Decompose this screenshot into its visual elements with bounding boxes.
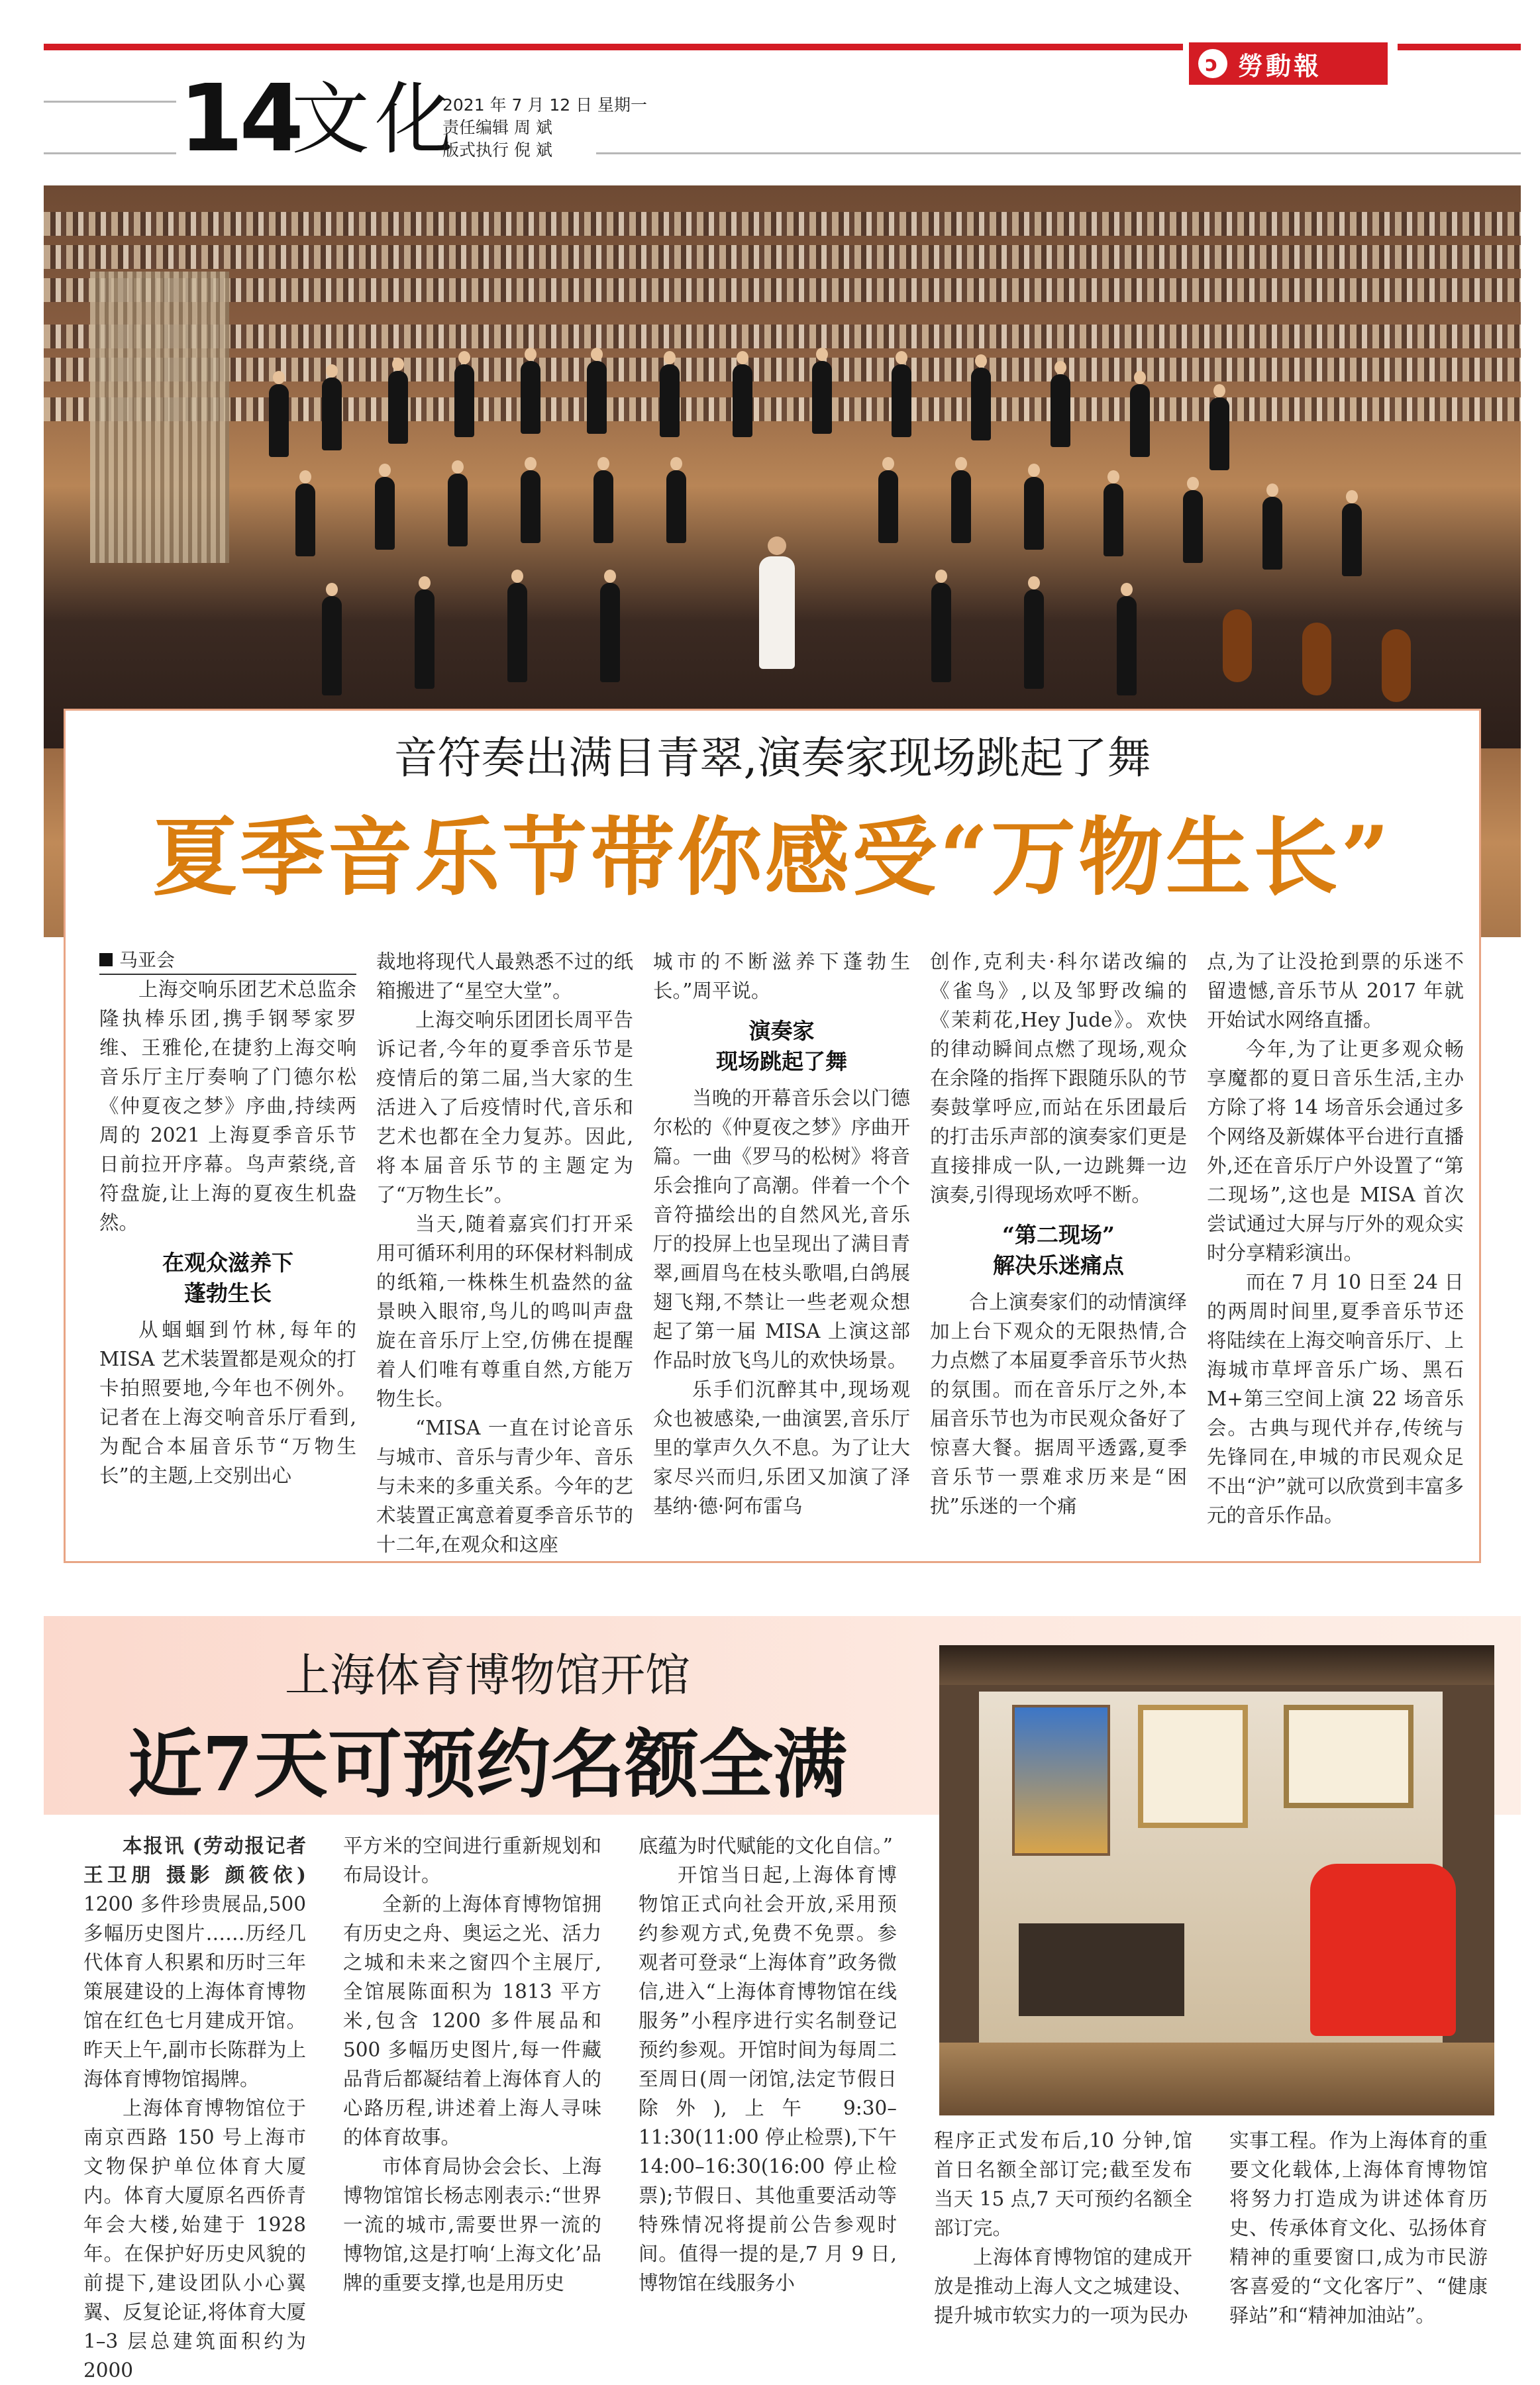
paragraph: 而在 7 月 10 日至 24 日的两周时间里,夏季音乐节还将陆续在上海交响音乐厅、上海城市草坪音乐广场、黑石 M+第三空间上演 22 场音乐会。古典与现代并存,传统与先锋同在,申城的市民观众足不出“沪”就可以欣赏到丰富多元的音乐作品。 xyxy=(1207,1271,1464,1527)
logo-text: 勞動報 xyxy=(1238,50,1322,81)
paragraph: 市体育局协会会长、上海博物馆馆长杨志刚表示:“世界一流的城市,需要世界一流的博物馆,这是打响‘上海文化’品牌的重要支撑,也是用历史 xyxy=(343,2155,601,2294)
article1-subhead-2: 演奏家 现场跳起了舞 xyxy=(716,1018,847,1074)
paragraph: 底蕴为时代赋能的文化自信。” xyxy=(639,1835,893,1857)
paragraph: 城市的不断滋养下蓬勃生长。”周平说。 xyxy=(653,950,910,1002)
paragraph: 实事工程。作为上海体育的重要文化载体,上海体育博物馆将努力打造成为讲述体育历史、传承体育文化、弘扬体育精神的重要窗口,成为市民游客喜爱的“文化客厅”、“健康驿站”和“精神加油站”。 xyxy=(1229,2129,1488,2327)
top-red-rule-right xyxy=(1398,44,1521,50)
logo-mark-icon: ↄ xyxy=(1198,49,1227,78)
paragraph: 上海体育博物馆位于南京西路 150 号上海市文物保护单位体育大厦内。体育大厦原名西侨青年会大楼,始建于 1928 年。在保护好历史风貌的前提下,建设团队小心翼翼、反复论证,将体育大厦 1–3 层总建筑面积约为 2000 xyxy=(83,2097,306,2382)
article2-headline: 近7天可预约名额全满 xyxy=(128,1721,847,1808)
byline-square-icon xyxy=(99,953,113,966)
article1-column-5 xyxy=(1207,947,1464,1530)
paragraph: “MISA 一直在讨论音乐与城市、音乐与青少年、音乐与未来的多重关系。今年的艺术装置正寓意着夏季音乐节的十二年,在观众和这座 xyxy=(376,1417,633,1556)
article2-column-5 xyxy=(1229,2126,1488,2330)
paragraph: 上海交响乐团团长周平告诉记者,今年的夏季音乐节是疫情后的第二届,当大家的生活进入了后疫情时代,音乐和艺术也都在全力复苏。因此,将本届音乐节的主题定为了“万物生长”。 xyxy=(376,1009,633,1206)
section-title: 文化 xyxy=(291,74,459,165)
paragraph: 全新的上海体育博物馆拥有历史之舟、奥运之光、活力之城和未来之窗四个主展厅,全馆展陈面积为 1813 平方米,包含 1200 多件展品和 500 多幅历史图片,每一件藏品背后都凝结着上海体育人的心路历程,讲述着上海人寻味的体育故事。 xyxy=(343,1893,601,2149)
reporter-credit: (劳动报记者 王卫朋 摄影 颜筱依) xyxy=(83,1834,306,1886)
header-right-rule xyxy=(596,152,1521,154)
article1-column-3 xyxy=(653,947,910,1521)
top-red-rule xyxy=(44,44,1183,50)
article1-subtitle: 音符奏出满目青翠,演奏家现场跳起了舞 xyxy=(393,733,1151,784)
paragraph: 乐手们沉醉其中,现场观众也被感染,一曲演罢,音乐厅里的掌声久久不息。为了让大家尽兴而归,乐团又加演了泽基纳·德·阿布雷乌 xyxy=(653,1378,910,1517)
paragraph: 点,为了让没抢到票的乐迷不留遗憾,音乐节从 2017 年就开始试水网络直播。 xyxy=(1207,950,1464,1031)
page-number: 14 xyxy=(179,65,300,173)
paragraph: 创作,克利夫·科尔诺改编的《雀鸟》,以及邹野改编的《茉莉花,Hey Jude》。欢快的律动瞬间点燃了现场,观众在余隆的指挥下跟随乐队的节奏鼓掌呼应,而站在乐团最后的打击乐声部的演奏家们更是直接排成一队,一边跳舞一边演奏,引得现场欢呼不断。 xyxy=(930,950,1187,1206)
paragraph: 当天,随着嘉宾们打开采用可循环利用的环保材料制成的纸箱,一株株生机盎然的盆景映入眼帘,鸟儿的鸣叫声盘旋在音乐厅上空,仿佛在提醒着人们唯有尊重自然,方能万物生长。 xyxy=(376,1213,633,1410)
paragraph: 合上演奏家们的动情演绎加上台下观众的无限热情,合力点燃了本届夏季音乐节火热的氛围。而在音乐厅之外,本届音乐节也为市民观众备好了惊喜大餐。据周平透露,夏季音乐节一票难求历来是“困扰”乐迷的一个痛 xyxy=(930,1291,1187,1517)
article1-column-4 xyxy=(930,947,1187,1521)
article2-column-2 xyxy=(343,1831,601,2298)
article1-subhead-1: 在观众滋养下 蓬勃生长 xyxy=(162,1250,293,1306)
dateline-label: 本报讯 xyxy=(123,1834,185,1857)
paragraph: 平方米的空间进行重新规划和布局设计。 xyxy=(343,1835,601,1886)
article1-column-2 xyxy=(376,947,633,1559)
article2-column-1 xyxy=(83,1831,306,2385)
article1-subhead-3: “第二现场” 解决乐迷痛点 xyxy=(993,1222,1124,1278)
masthead-info xyxy=(442,94,647,162)
editor-credit: 责任编辑 周 斌 xyxy=(442,118,552,137)
issue-date: 2021 年 7 月 12 日 星期一 xyxy=(442,95,648,115)
paragraph: 程序正式发布后,10 分钟,馆首日名额全部订完;截至发布当天 15 点,7 天可预约名额全部订完。 xyxy=(934,2129,1192,2239)
article2-column-4 xyxy=(934,2126,1192,2330)
header-upper-rule xyxy=(44,101,176,103)
paragraph: 上海体育博物馆的建成开放是推动上海人文之城建设、提升城市软实力的一项为民办 xyxy=(934,2246,1192,2327)
paragraph: 裁地将现代人最熟悉不过的纸箱搬进了“星空大堂”。 xyxy=(376,950,633,1002)
article2-column-3 xyxy=(639,1831,897,2298)
newspaper-logo xyxy=(1189,42,1388,85)
paragraph: 本报讯 (劳动报记者 王卫朋 摄影 颜筱依) 1200 多件珍贵展品,500 多幅历史图片……历经几代体育人积累和历时三年策展建设的上海体育博物馆在红色七月建成开馆。昨天上午,副市长陈群为上海体育博物馆揭牌。 xyxy=(83,1834,306,2090)
header-lower-rule xyxy=(44,152,176,154)
paragraph: 上海交响乐团艺术总监余隆执棒乐团,携手钢琴家罗维、王雅伦,在捷豹上海交响音乐厅主厅奏响了门德尔松《仲夏夜之梦》序曲,持续两周的 2021 上海夏季音乐节日前拉开序幕。鸟声萦绕,音符盘旋,让上海的夏夜生机盎然。 xyxy=(99,978,356,1234)
paragraph: 今年,为了让更多观众畅享魔都的夏日音乐生活,主办方除了将 14 场音乐会通过多个网络及新媒体平台进行直播外,还在音乐厅户外设置了“第二现场”,这也是 MISA 首次尝试通过大屏与厅外的观众实时分享精彩演出。 xyxy=(1207,1038,1464,1264)
article1-byline: 马亚会 xyxy=(99,947,356,975)
layout-credit: 版式执行 倪 斌 xyxy=(442,140,552,160)
paragraph: 从蝈蝈到竹林,每年的 MISA 艺术装置都是观众的打卡拍照要地,今年也不例外。记者在上海交响音乐厅看到,为配合本届音乐节“万物生长”的主题,上交别出心 xyxy=(99,1319,356,1487)
article1-column-1 xyxy=(99,947,356,1490)
article2-subtitle: 上海体育博物馆开馆 xyxy=(284,1650,690,1702)
article1-headline: 夏季音乐节带你感受“万物生长” xyxy=(152,808,1392,907)
museum-exhibit-photo xyxy=(939,1645,1494,2115)
paragraph: 开馆当日起,上海体育博物馆正式向社会开放,采用预约参观方式,免费不免票。参观者可登录“上海体育”政务微信,进入“上海体育博物馆在线服务”小程序进行实名制登记预约参观。开馆时间为每周二至周日(周一闭馆,法定节假日除外),上午 9:30–11:30(11:00 停止检票),下午 14:00–16:30(16:00 停止检票);节假日、其他重要活动等特殊情况将提前公告参观时间。值得一提的是,7 月 9 日,博物馆在线服务小 xyxy=(639,1864,897,2294)
paragraph: 当晚的开幕音乐会以门德尔松的《仲夏夜之梦》序曲开篇。一曲《罗马的松树》将音乐会推向了高潮。伴着一个个音符描绘出的自然风光,音乐厅的投屏上也呈现出了满目青翠,画眉鸟在枝头歌唱,白鸽展翅飞翔,不禁让一些老观众想起了第一届 MISA 上演这部作品时放飞鸟儿的欢快场景。 xyxy=(653,1087,910,1372)
